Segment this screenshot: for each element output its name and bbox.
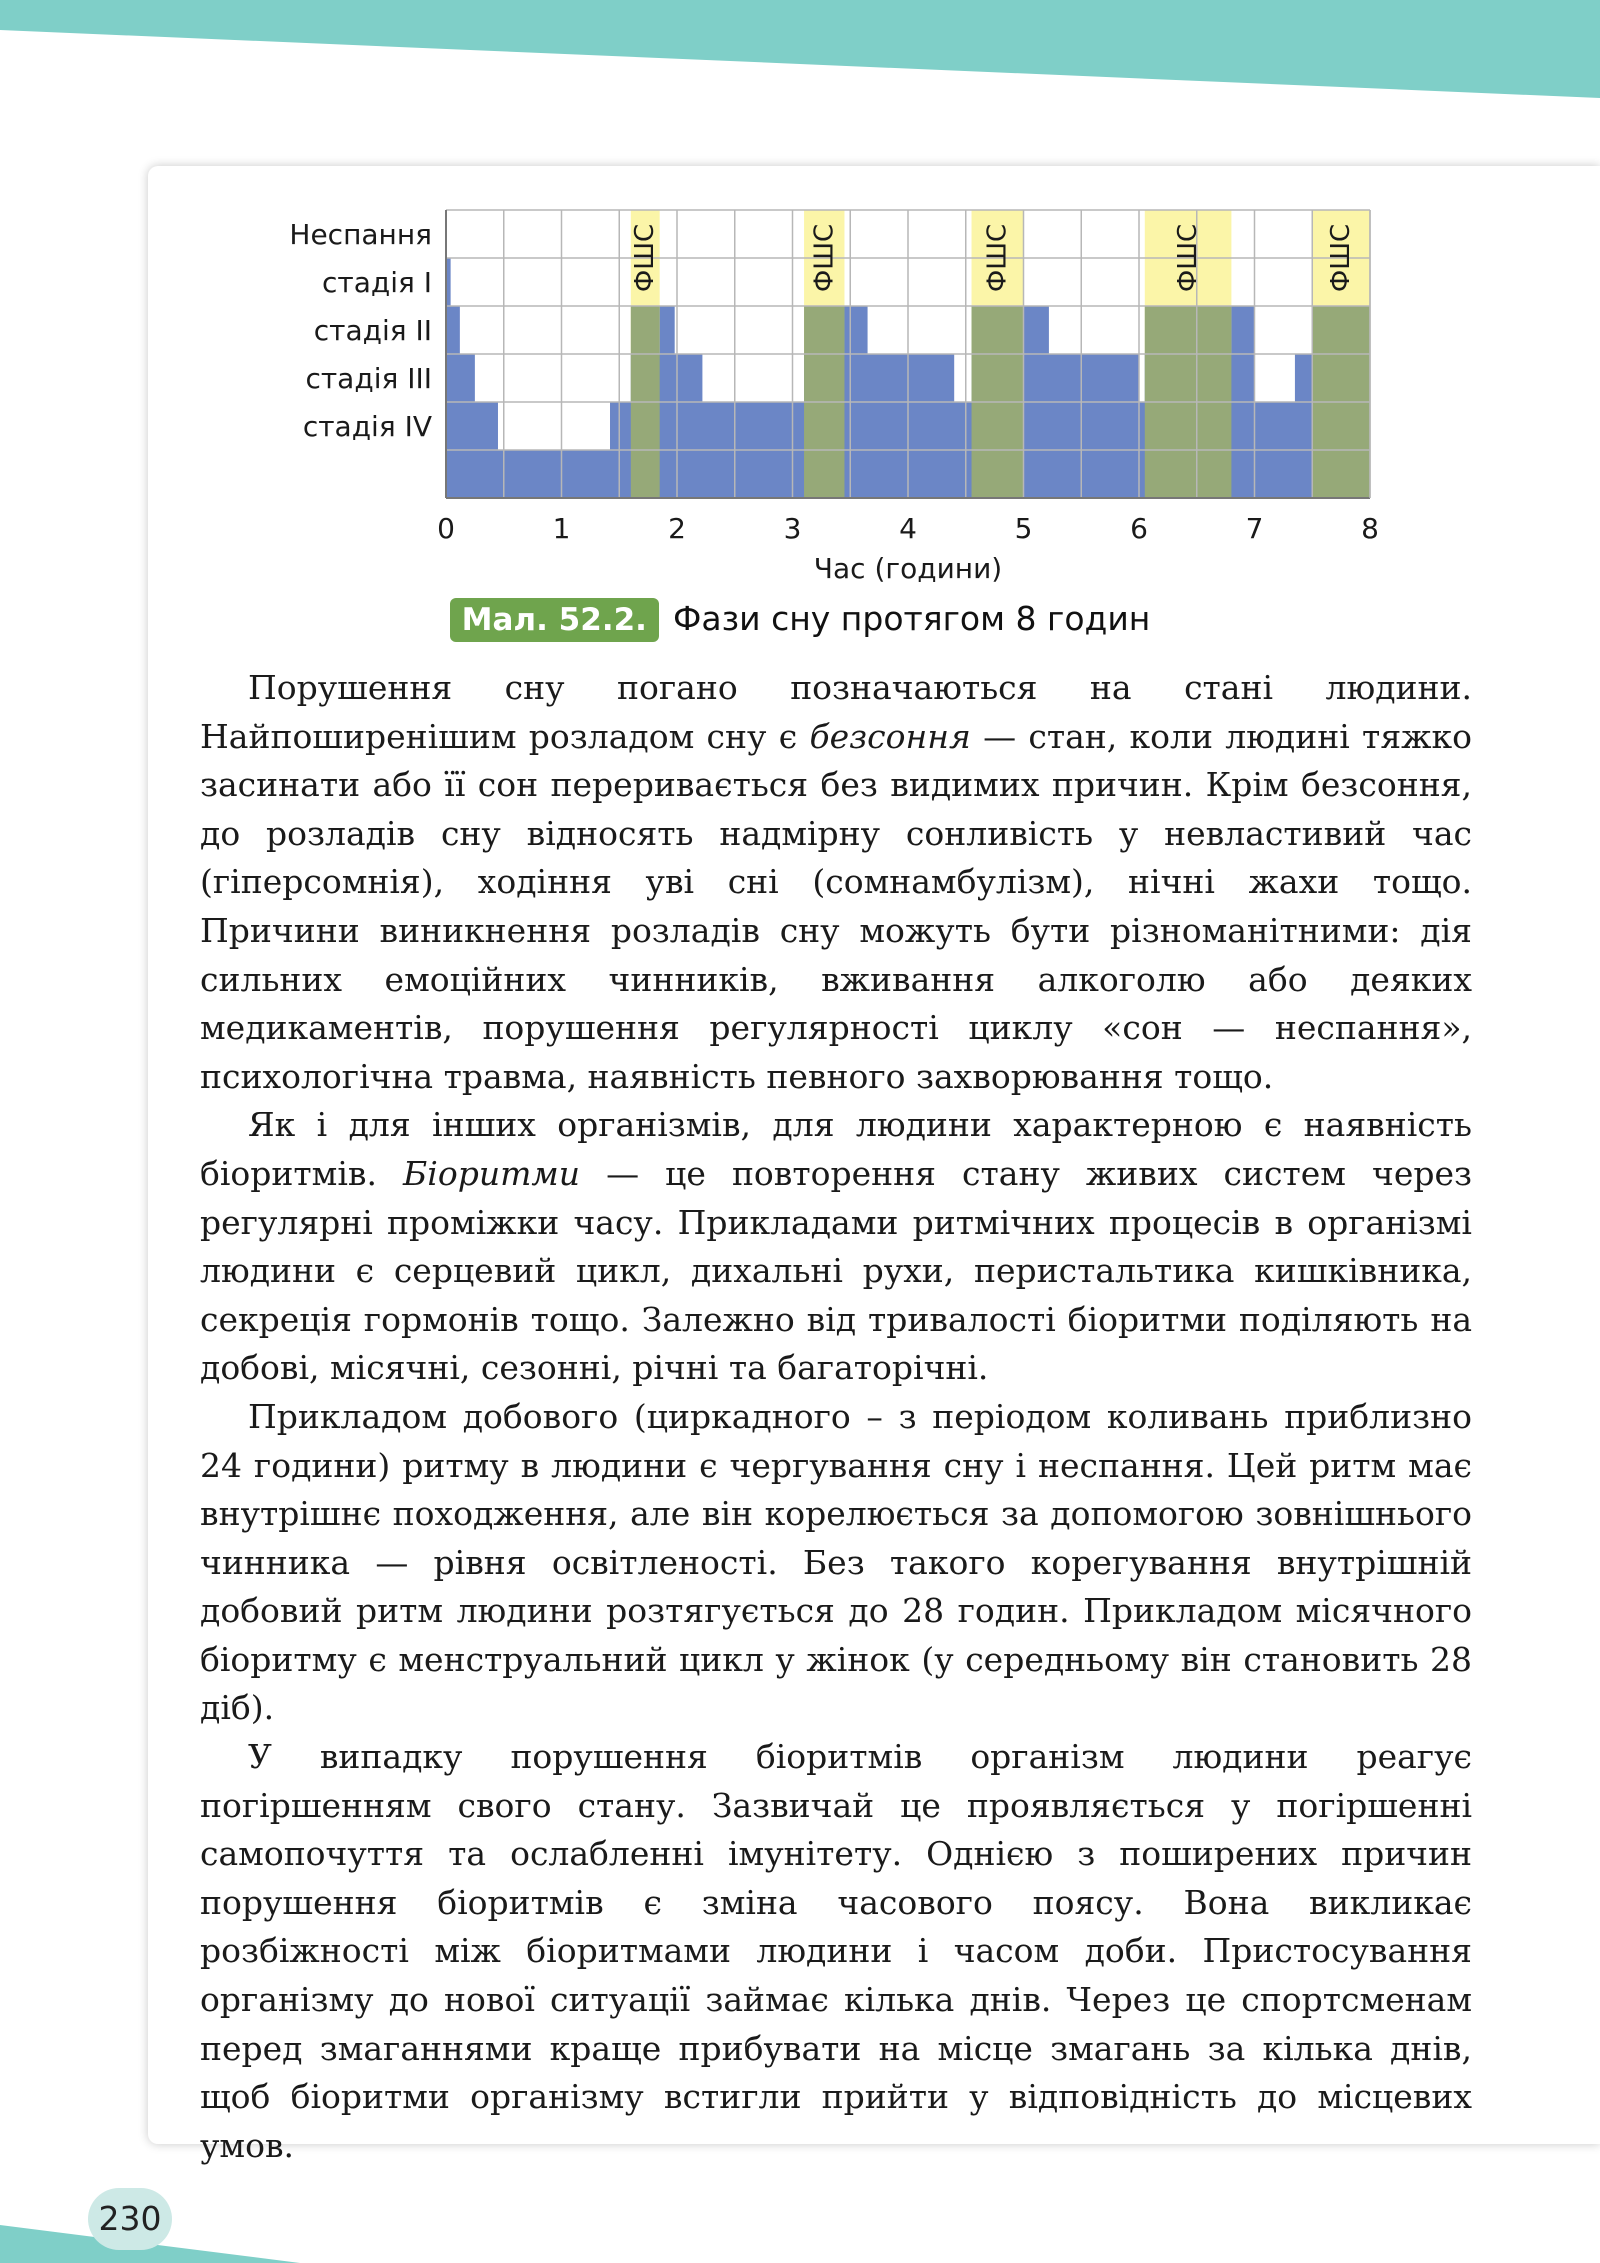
y-category-label: стадія I xyxy=(321,266,432,299)
rem-label: ФШС xyxy=(809,223,840,293)
y-category-label: стадія III xyxy=(305,362,432,395)
x-tick-label: 6 xyxy=(1130,512,1148,545)
figure-caption-tag: Мал. 52.2. xyxy=(450,598,659,642)
top-decor-band xyxy=(0,0,1600,110)
text-run: Порушення сну погано позначаються на стані людини. Найпоширенішим розладом сну є xyxy=(200,668,1472,756)
sleep-phases-chart xyxy=(280,190,1400,590)
text-run: — це повторення стану живих систем через регулярні проміжки часу. Прикладами ритмічних процесів в організмі людини є серцевий цикл, дихальні рухи, перистальтика кишківника, секреція гормонів тощо. Залежно від тривалості біоритми поділяють на добові, місячні, сезонні, річні та багаторічні. xyxy=(200,1153,1472,1388)
x-tick-label: 0 xyxy=(437,512,455,545)
y-category-label: стадія II xyxy=(313,314,432,347)
rem-label: ФШС xyxy=(982,223,1013,293)
bottom-decor-band xyxy=(0,2203,1600,2263)
paragraph xyxy=(200,1393,1472,1733)
x-axis-label: Час (години) xyxy=(813,552,1003,585)
page-number: 230 xyxy=(88,2188,172,2250)
text-run: — стан, коли людині тяжко засинати або її сон переривається без видимих причин. Крім безсоння, до розладів сну відносять надмірну сонливість у невластивий час (гіперсомнія), ходіння уві сні (сомнамбулізм), нічні жахи тощо. Причини виникнення розладів сну можуть бути різноманітними: дія сильних емоційних чинників, вживання алкоголю або деяких медикаментів, порушення регулярності циклу «сон — неспання», психологічна травма, наявність певного захворювання тощо. xyxy=(200,716,1472,1096)
x-tick-label: 5 xyxy=(1014,512,1033,545)
rem-label: ФШС xyxy=(630,223,661,293)
term-insomnia: безсоння xyxy=(809,716,971,756)
rem-label: ФШС xyxy=(1173,223,1204,293)
body-text xyxy=(200,664,1472,2170)
text-run: Як і для інших організмів, для людини характерною є наявність біоритмів. xyxy=(200,1105,1472,1193)
text-run: У випадку порушення біоритмів організм людини реагує погіршенням свого стану. Зазвичай це проявляється у погіршенні самопочуття та ослабленні імунітету. Однією з поширених причин порушення біоритмів є зміна часового поясу. Вона викликає розбіжності між біоритмами людини і часом доби. Пристосування організму до нової ситуації займає кілька днів. Через це спортсменам перед змаганнями краще прибувати на місце змагань за кілька днів, щоб біоритми організму встигли прийти у відповідність до місцевих умов. xyxy=(200,1737,1472,2165)
x-tick-label: 7 xyxy=(1245,512,1264,545)
x-tick-label: 8 xyxy=(1361,512,1379,545)
figure-caption xyxy=(0,598,1600,642)
paragraph xyxy=(200,664,1472,1101)
y-category-label: Неспання xyxy=(289,218,432,251)
x-tick-label: 3 xyxy=(783,512,802,545)
term-biorhythms: Біоритми xyxy=(403,1153,580,1193)
paragraph xyxy=(200,1733,1472,2170)
rem-label: ФШС xyxy=(1326,223,1357,293)
x-tick-label: 2 xyxy=(668,512,686,545)
text-run: Прикладом добового (циркадного – з періодом коливань приблизно 24 години) ритму в людини є чергування сну і неспання. Цей ритм має внутрішнє походження, але він корелюється за допомогою зовнішнього чинника — рівня освітленості. Без такого корегування внутрішній добовий ритм людини розтягується до 28 годин. Прикладом місячного біоритму є менструальний цикл у жінок (у середньому він становить 28 діб). xyxy=(200,1396,1472,1728)
paragraph xyxy=(200,1101,1472,1393)
x-tick-label: 1 xyxy=(552,512,571,545)
x-tick-label: 4 xyxy=(899,512,917,545)
figure-caption-text: Фази сну протягом 8 годин xyxy=(672,599,1151,638)
y-category-label: стадія IV xyxy=(302,410,432,443)
